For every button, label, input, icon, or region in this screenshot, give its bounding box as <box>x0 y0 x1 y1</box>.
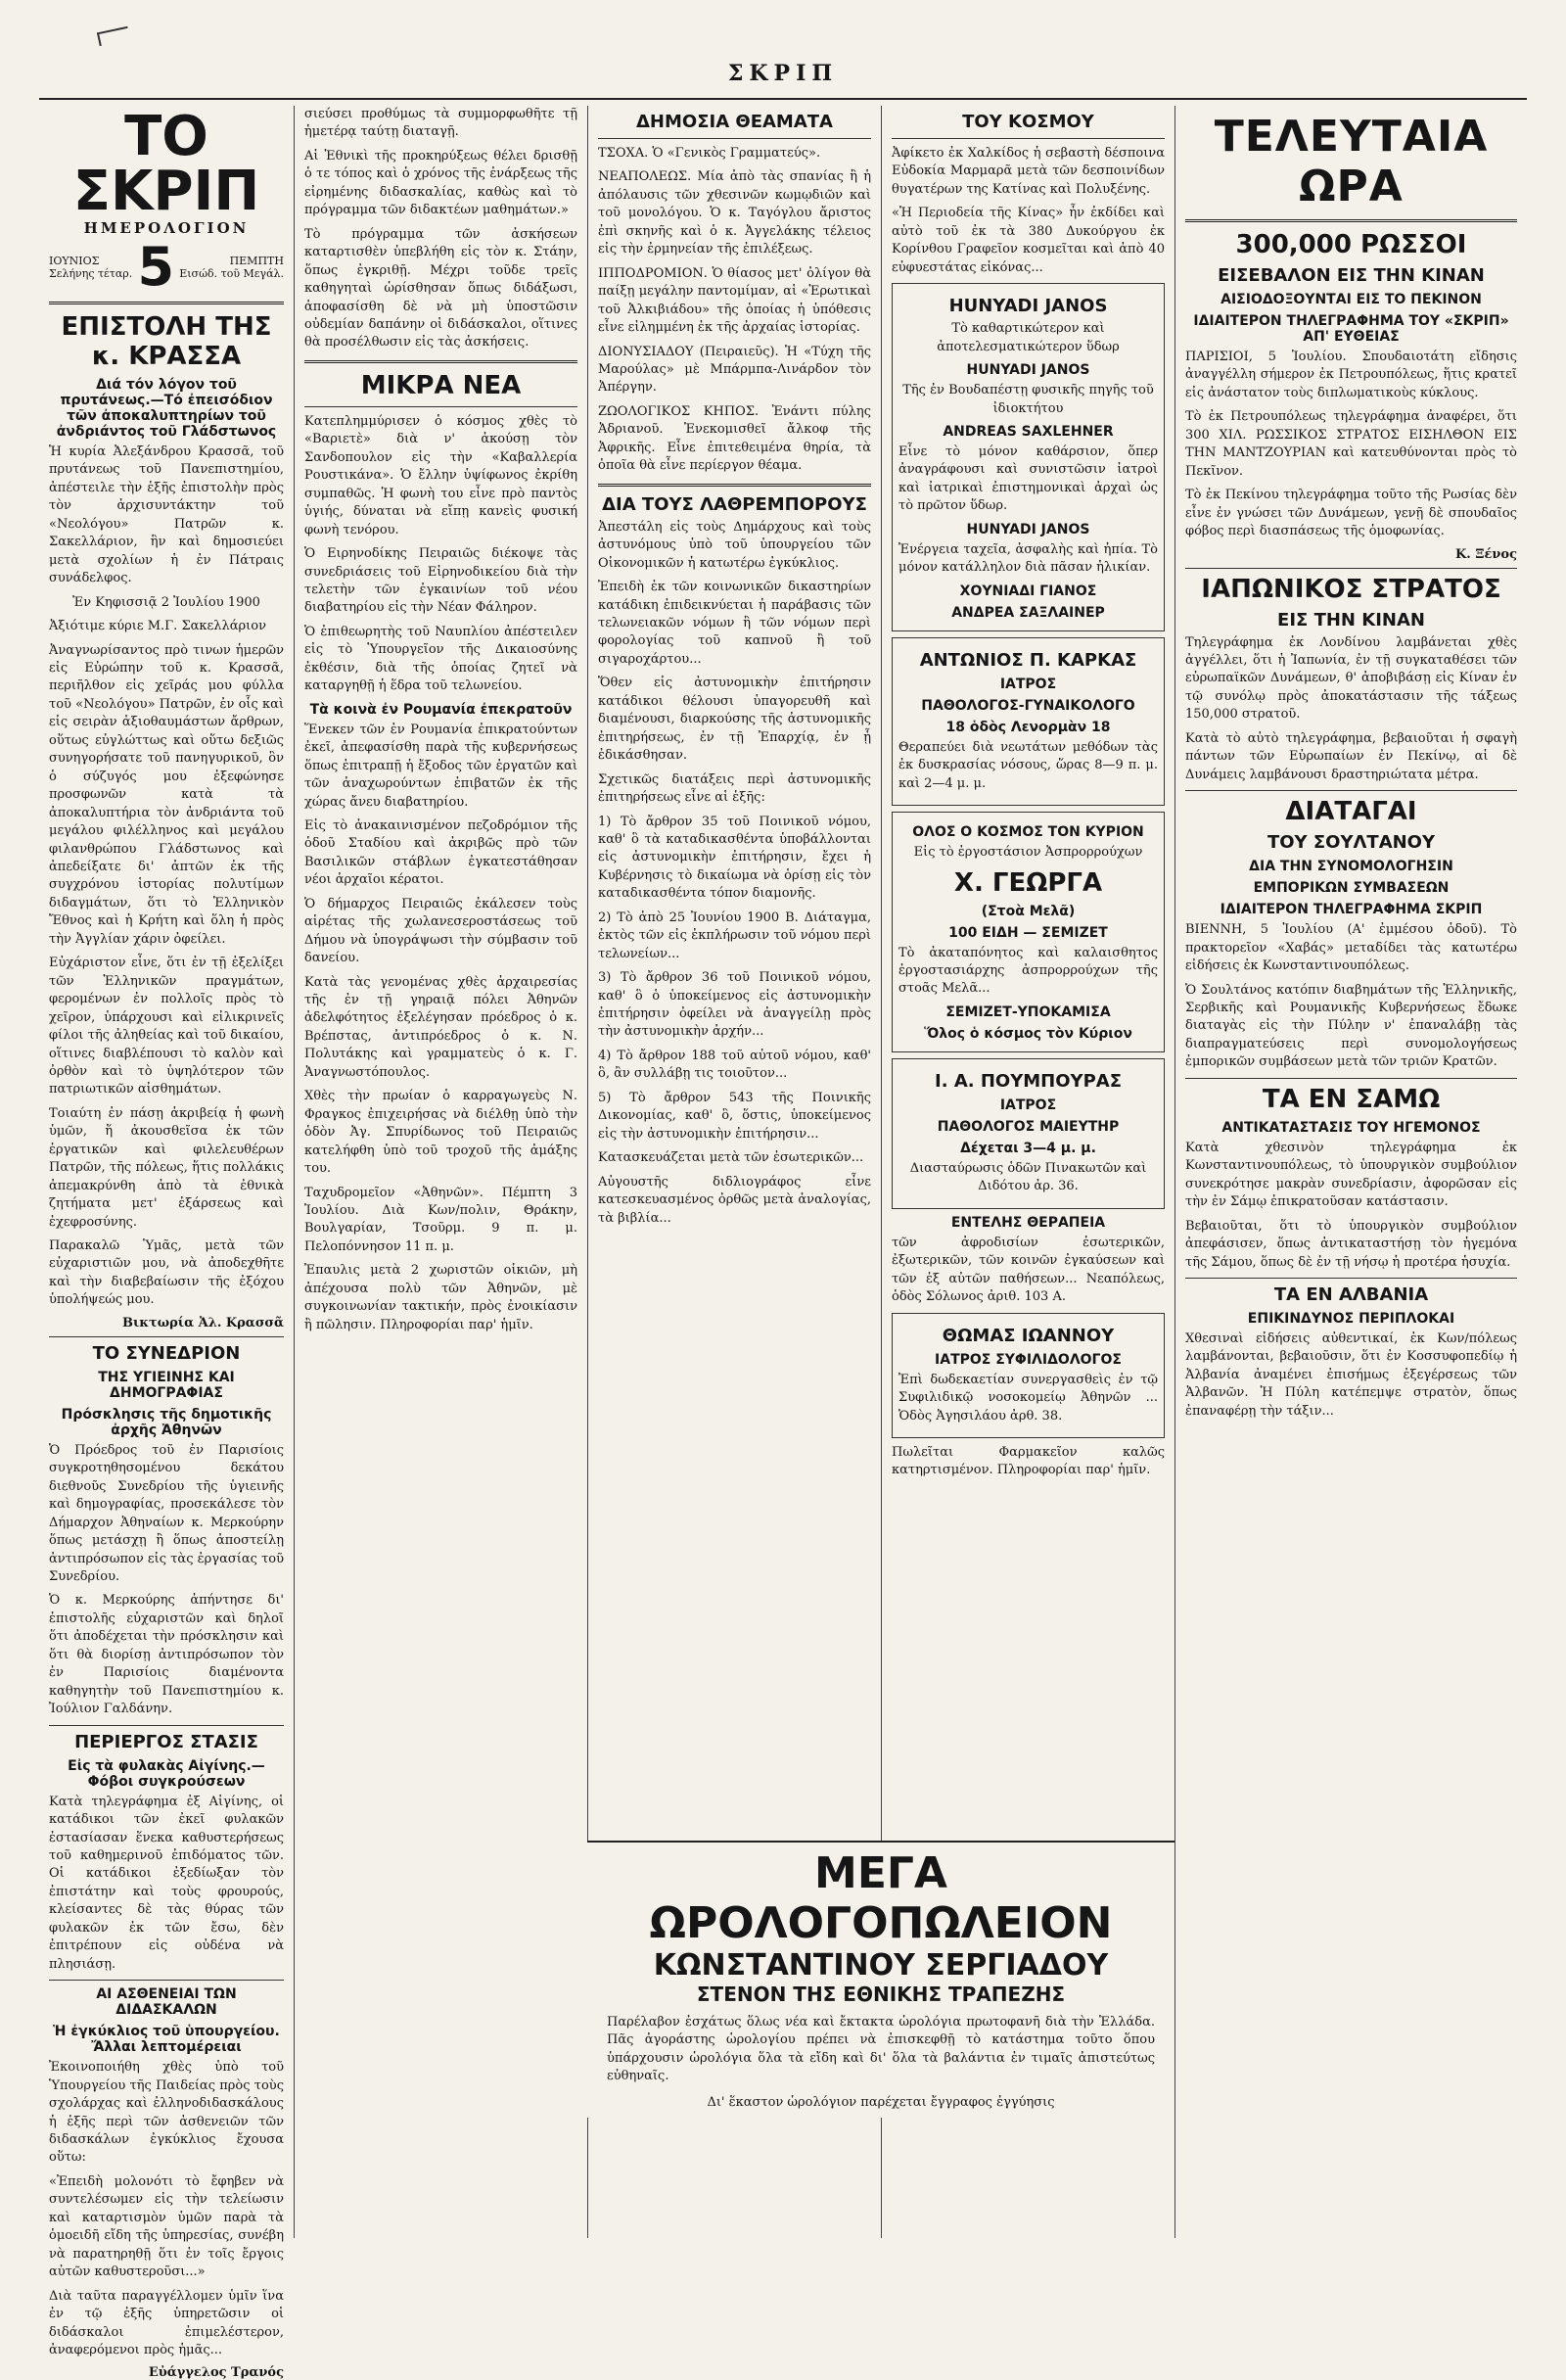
news-item: Κατὰ τὰς γενομένας χθὲς ἀρχαιρεσίας τῆς ἐν τῇ γηραιᾷ πόλει Ἀθηνῶν ἀδελφότητος ἐξελέγησαν πρόεδρος ὁ κ. Βρέπστας, ἀντιπρόεδρος ὁ κ. Ν. Πολυτάκης καὶ γραμματεὺς ὁ κ. Γ. Ἀναγνωστόπουλος. <box>304 974 577 1080</box>
ad-head: ΟΛΟΣ Ο ΚΟΣΜΟΣ ΤΟΝ ΚΥΡΙΟΝ <box>912 824 1144 841</box>
ad-tag: ΣΕΜΙΖΕΤ-ΥΠΟΚΑΜΙΣΑ <box>945 1003 1111 1020</box>
section-headline: ΜΙΚΡΑ ΝΕΑ <box>360 370 522 400</box>
article-subheadline: ΕΙΣ ΤΗΝ ΚΙΝΑΝ <box>1277 609 1425 630</box>
section-headline: ΤΕΛΕΥΤΑΙΑ ΩΡΑ <box>1214 112 1489 211</box>
article-paragraph: Τοιαύτη ἐν πάσῃ ἀκριβείᾳ ἡ φωνὴ ὑμῶν, ἥ ἀκουσθεῖσα ἐκ τῶν ἐργατικῶν καὶ φιλελευθέρων Πατρῶν, τῆς πόλεως, ἥτις πολλάκις ἀπεμακρύνθη ἀπὸ τὰ ἐθνικὰ ζητήματα μετ' ἐξάρσεως καὶ ἐχεφροσύνης. <box>49 1105 284 1230</box>
divider <box>598 138 871 139</box>
article-paragraph: Τὸ πρόγραμμα τῶν ἀσκήσεων καταρτισθὲν ὑπεβλήθη εἰς τὸν κ. Στάην, ὅπως ἐγκριθῇ. Μέχρι τοῦδε τρεῖς καθηγηταὶ ὡρίσθησαν ὅπως διδάξωσι, ἀποφασίσθη δὲ νὰ μὴ ὑποστῶσιν οὐδεμίαν δαπάνην οἱ διδάσκαλοι, οἵτινες θὰ προσέλθωσιν εἰς τὰς ἀσκήσεις. <box>304 226 577 350</box>
ad-items: 100 ΕΙΔΗ — ΣΕΜΙΖΕΤ <box>948 924 1108 941</box>
article-subheadline: ΕΙΣΕΒΑΛΟΝ ΕΙΣ ΤΗΝ ΚΙΝΑΝ <box>1218 265 1485 286</box>
listing-item: ΝΕΑΠΟΛΕΩΣ. Μία ἀπὸ τὰς σπανίας ἢ ἡ ἀπόλαυσις τῶν χθεσινῶν κωμῳδιῶν καὶ τοῦ μονολόγου. Ὁ κ. Ταγόγλου ἄριστος ἐπὶ σκηνῆς καὶ ὁ κ. Ἀγγελάκης τέλειος εἰς τὴν ἐρμηνείαν τῆς ἐπιλέξεως. <box>598 169 871 257</box>
ad-brand: HUNYADI JANOS <box>966 362 1090 379</box>
ad-title: HUNYADI JANOS <box>948 296 1108 317</box>
divider <box>304 406 577 407</box>
ad-title: ΘΩΜΑΣ ΙΩΑΝΝΟΥ <box>942 1325 1115 1346</box>
ad-title: Χ. ΓΕΩΡΓΑ <box>953 867 1103 898</box>
ad-text: Ἐνέργεια ταχεῖα, ἀσφαλὴς καὶ ἠπία. Τὸ μόνον κατάλληλον διὰ πᾶσαν ἡλικίαν. <box>898 541 1158 576</box>
ad-owner: ANDREAS SAXLEHNER <box>943 423 1114 440</box>
news-subheadline: Τὰ κοινὰ ἐν Ρουμανία ἐπεκρατοῦν <box>309 701 573 718</box>
masthead-title: ΤΟ ΣΚΡΙΠ <box>72 105 260 223</box>
article-subheadline: Πρόσκλησις τῆς δημοτικῆς ἀρχῆς Ἀθηνῶν <box>61 1406 272 1438</box>
article-paragraph: Αἱ Ἐθνικὶ τῆς προκηρύξεως θέλει δρισθῇ ὁ τε τόπος καὶ ὁ χρόνος τῆς ἐνάρξεως τῆς εἰρημένης διδασκαλίας, καθὼς καὶ τὸ πρόγραμμα τῶν διδακτέων μαθημάτων.» <box>304 148 577 218</box>
letter-signature: Βικτωρία Ἀλ. Κρασσᾶ <box>122 1315 284 1330</box>
article-paragraph: Τὸ ἐκ Πεκίνου τηλεγράφημα τοῦτο τῆς Ρωσίας δὲν εἶνε ἐν γνώσει τῶν Δυνάμεων, γενῇ δὲ σπουδαῖος φόβος περὶ διασπάσεως τῆς ὁμοφωνίας. <box>1185 488 1517 539</box>
article-subheadline: ΤΗΣ ΥΓΙΕΙΝΗΣ ΚΑΙ ΔΗΜΟΓΡΑΦΙΑΣ <box>98 1369 235 1401</box>
divider <box>1185 790 1517 791</box>
column-2 <box>294 106 587 2238</box>
news-item: Ὁ ἐπιθεωρητὴς τοῦ Ναυπλίου ἀπέστειλεν εἰς τὸ Ὑπουργεῖον τῆς Δικαιοσύνης ἐκθέσιν, διὰ τῆς ὁποίας ζητεῖ νὰ καταργηθῇ ἡ ἕδρα τοῦ τελωνείου. <box>304 624 577 694</box>
ad-text: Ἐπὶ δωδεκαετίαν συνεργασθεὶς ἐν τῷ Συφιλιδικῷ νοσοκομείῳ Ἀθηνῶν ... Ὁδὸς Ἀγησιλάου ἀρθ. 38. <box>898 1372 1158 1423</box>
article-paragraph: σιεύσει προθύμως τὰ συμμορφωθῆτε τῇ ἡμετέρᾳ ταύτῃ διαταγῇ. <box>304 107 577 140</box>
masthead-subtitle: ΗΜΕΡΟΛΟΓΙΟΝ <box>83 219 250 237</box>
article-paragraph: ΠΑΡΙΣΙΟΙ, 5 Ἰουλίου. Σπουδαιοτάτη εἴδησις ἀναγγέλλη σήμερον ἐκ Πετρουπόλεως, ἥτις κρατεῖ εἰς ἀνάστατον τοὺς διπλωματικοὺς κύκλους. <box>1185 350 1517 400</box>
article-paragraph: Παρακαλῶ Ὑμᾶς, μετὰ τῶν εὐχαριστιῶν μου, νὰ ἀποδεχθῆτε καὶ τὴν διαβεβαίωσιν τῆς ἐξόχου ὑπολήψεώς μου. <box>49 1238 284 1308</box>
article-paragraph: Διὰ ταῦτα παραγγέλλομεν ὑμῖν ἵνα ἐν τῷ ἐξῆς ὑπηρετῶσιν οἱ διδάσκαλοι ἐπιμελέστερον, ἀναφερόμενοι πρὸς ἡμᾶς... <box>49 2288 284 2357</box>
article-headline: ΕΠΙΣΤΟΛΗ ΤΗΣ κ. ΚΡΑΣΣΑ <box>61 312 272 371</box>
ad-address: Διασταύρωσις ὁδῶν Πινακωτῶν καὶ Διδότου ἀρ. 36. <box>909 1160 1147 1194</box>
ad-text: τῶν ἀφροδισίων ἐσωτερικῶν, ἐξωτερικῶν, τῶν κοινῶν ἐγκαύσεων καὶ τῶν ἐξ αὐτῶν παθήσεων... Νεαπόλεως, ὁδὸς Σόλωνος ἀριθ. 103 Α. <box>892 1235 1165 1305</box>
ad-head: ΕΝΤΕΛΗΣ ΘΕΡΑΠΕΙΑ <box>950 1214 1106 1231</box>
article-subheadline: ΕΠΙΚΙΝΔΥΝΟΣ ΠΕΡΙΠΛΟΚΑΙ <box>1247 1310 1455 1327</box>
advertisement-shirts <box>892 812 1165 1052</box>
divider <box>49 1336 284 1337</box>
article-subheadline: ΑΝΤΙΚΑΤΑΣΤΑΣΙΣ ΤΟΥ ΗΓΕΜΟΝΟΣ <box>1221 1119 1481 1136</box>
article-paragraph: Ἡ κυρία Ἀλεξάνδρου Κρασσᾶ, τοῦ πρυτάνεως τοῦ Πανεπιστημίου, ἀπέστειλε τὴν ἑξῆς ἐπιστολὴν πρὸς τὸν ἀρχισυντάκτην τοῦ «Νεολόγου» Πατρῶν κ. Σακελλάριον, ἣν καὶ δημοσιεύει μετὰ σχολίων ἡ ἐν Πάτραις συνάδελφος. <box>49 444 284 586</box>
news-item: Κατεπλημμύρισεν ὁ κόσμος χθὲς τὸ «Βαριετὲ» διὰ ν' ἀκούσῃ τὸν Σανδοπουλον εἰς τὴν «Καβαλλερία Ρουστικάνα». Ὁ ἔλλην ὑψίφωνος ἐκρίθη συμπαθῶς. Ἡ φωνὴ του εἶνε πρὸ παντὸς ὑγιής, δύναται νὰ εἴπῃ κανεὶς φυσική φωνὴ τενόρου. <box>304 413 577 537</box>
ad-agent: ΧΟΥΝΙΑΔΙ ΓΙΑΝΟΣ <box>959 583 1097 599</box>
divider <box>49 302 284 304</box>
article-paragraph: Κατασκευάζεται μετὰ τῶν ἐσωτερικῶν... <box>598 1150 864 1166</box>
article-paragraph: Τὸ ἐκ Πετρουπόλεως τηλεγράφημα ἀναφέρει, ὅτι 300 ΧΙΛ. ΡΩΣΣΙΚΟΣ ΣΤΡΑΤΟΣ ΕΙΣΗΛΘΟΝ ΕΙΣ ΤΗΝ ΜΑΝΤΖΟΥΡΙΑΝ καὶ κατευθύνονται πρὸς τὸ Πεκῖνον. <box>1185 409 1517 479</box>
article-paragraph: Κατὰ τηλεγράφημα ἐξ Αἰγίνης, οἱ κατάδικοι τῶν ἐκεῖ φυλακῶν ἐστασίασαν ἕνεκα καθυστερήσεως τοῦ καθημερινοῦ ἐπιδόματος τῶν. Οἱ κατάδικοι ἐξεδίωξαν τὸν ἐπιστάτην καὶ τοὺς φρουρούς, κλείσαντες δὲ τὰς θύρας τῶν φυλακῶν ἐκ τῶν ἔσω, δὲν ἐπιτρέπουν εἰς οὐδένα νὰ πλησιάσῃ. <box>49 1794 284 1972</box>
article-signature: Εὐάγγελος Τρανός <box>148 2365 284 2380</box>
article-paragraph: Ἀπεστάλη εἰς τοὺς Δημάρχους καὶ τοὺς ἀστυνόμους ὑπὸ τοῦ ὑπουργείου τῶν Οἰκονομικῶν ἡ κατωτέρω ἐγκύκλιος. <box>598 519 871 571</box>
advertisement-hunyadi <box>892 283 1165 631</box>
ad-role: ΙΑΤΡΟΣ ΣΥΦΙΛΙΔΟΛΟΓΟΣ <box>935 1351 1122 1368</box>
listing-item: ΖΩΟΛΟΓΙΚΟΣ ΚΗΠΟΣ. Ἐνάντι πύλης Ἀδριανοῦ. Ἐνεκομισθεῖ ἄλκοφ τῆς Ἀφρικῆς. Εἶνε ἐπιτεθειμένα θηρία, τὰ ὁποῖα θὰ εἶνε περίεργον θέαμα. <box>598 403 871 474</box>
article-headline: ΤΑ ΕΝ ΣΑΜΩ <box>1262 1084 1441 1114</box>
ad-title: ΜΕΓΑ ΩΡΟΛΟΓΟΠΩΛΕΙΟΝ <box>649 1848 1113 1948</box>
article-paragraph: Αὐγουστῆς διδλιογράφος εἶνε κατεσκευασμένος ὀρθῶς μετὰ ἀναλογίας, τὰ βιβλία... <box>598 1174 871 1226</box>
running-head: ΣΚΡΙΠ <box>727 61 839 86</box>
ad-subtitle: Τὸ καθαρτικώτερον καὶ ἀποτελεσματικώτερον ὕδωρ <box>937 321 1120 354</box>
listing-item: ΔΙΟΝΥΣΙΑΔΟΥ (Πειραιεῦς). Ἡ «Τύχη τῆς Μαρούλας» μὲ Μπάρμπα-Λινάρδον τὸν Ἀπέργην. <box>598 344 871 396</box>
ad-address: 18 ὁδὸς Λενορμὰν 18 <box>945 719 1111 735</box>
article-paragraph: Ὅθεν εἰς ἀστυνομικὴν ἐπιτήρησιν κατάδικοι θέλουσι ὑπαγορευθῆ καὶ διαμένουσι, διαρκούσης τῆς ἀστυνομικῆς ἐπιτηρήσεως, ἐν τῇ Ἐπαρχίᾳ, ἐν ᾗ ἐδικάσθησαν. <box>598 676 871 764</box>
article-subheadline: ΕΜΠΟΡΙΚΩΝ ΣΥΜΒΑΣΕΩΝ <box>1253 880 1450 897</box>
date-left-note: Σελήνης τέταρ. <box>49 267 133 280</box>
article-paragraph: 3) Τὸ ἄρθρον 36 τοῦ Ποινικοῦ νόμου, καθ' ὃ ὁ ὑποκείμενος εἰς ἀστυνομικὴν ἐπιτήρησιν ὀφείλει νὰ ἀναγγείλῃ πρὸς τὴν ἀστυνομικὴν ἀρχήν... <box>598 970 871 1040</box>
article-subheadline: ΤΟΥ ΣΟΥΛΤΑΝΟΥ <box>1267 832 1436 854</box>
article-headline: ΤΟ ΣΥΝΕΔΡΙΟΝ <box>92 1342 241 1364</box>
divider <box>1185 1278 1517 1279</box>
ad-agent: ΑΝΔΡΕΑ ΣΑΞΛΑΙΝΕΡ <box>951 604 1105 621</box>
page-corner-mark <box>97 26 130 46</box>
article-paragraph: 2) Τὸ ἀπὸ 25 Ἰουνίου 1900 Β. Διάταγμα, ἐκτὸς τῶν εἰς ἐκπλήρωσιν τοῦ νόμου περὶ τελωνείων... <box>598 910 871 961</box>
section-headline: ΔΗΜΟΣΙΑ ΘΕΑΜΑΤΑ <box>636 112 833 132</box>
article-headline: ΙΑΠΩΝΙΚΟΣ ΣΤΡΑΤΟΣ <box>1201 574 1501 604</box>
date-day-number: 5 <box>137 236 175 298</box>
article-signature: Κ. Ξένος <box>1454 546 1517 562</box>
ad-title: ΑΝΤΩΝΙΟΣ Π. ΚΑΡΚΑΣ <box>919 649 1137 671</box>
article-paragraph: Ὁ Πρόεδρος τοῦ ἐν Παρισίοις συγκροτηθησομένου δεκάτου διεθνοῦς Συνεδρίου τῆς ὑγιεινῆς καὶ δημογραφίας, προσεκάλεσε τὸν Δήμαρχον Ἀθηναίων κ. Μερκούρην ὅπως μετάσχῃ ἢ ὅπως ἀποστείλῃ ἀντιπρόσωπον εἰς τὰς ἐργασίας τοῦ Συνεδρίου. <box>49 1442 284 1585</box>
article-headline: 300,000 ΡΩΣΣΟΙ <box>1235 230 1467 259</box>
article-paragraph: 1) Τὸ ἄρθρον 35 τοῦ Ποινικοῦ νόμου, καθ' ὃ τὰ καταδικασθέντα ὑποβάλλονται εἰς ἀστυνομικὴν ἐπιτήρησιν, ἔχει ἡ Κυβέρνησις τὸ δικαίωμα νὰ ὁρίσῃ εἰς τὸν καταδικασθέντα τόπον διαμονῆς. <box>598 814 871 902</box>
article-paragraph: Βεβαιοῦται, ὅτι τὸ ὑπουργικὸν συμβούλιον ἀπεφάσισεν, ὅπως ἀντικαταστήσῃ τὸν ἡγεμόνα τῆς Σάμου, ὅπως δὲ ἐν τῇ νήσῳ ἡ προτέρα ἡσυχία. <box>1185 1218 1517 1270</box>
advertisement-watchmaker <box>587 1841 1174 2118</box>
article-paragraph: Ἀναγνωρίσαντος πρὸ τινων ἡμερῶν εἰς Εὐρώπην τοῦ κ. Κρασσᾶ, περιῆλθον εἰς χεῖράς μου φύλλα τοῦ «Νεολόγου» Πατρῶν, ἐν οἷς καὶ εἰς σειρὰν ἀξιοθαυμάστων ἄρθρων, οὕτως εὐγλώττως καὶ οὕτω δεξιῶς συνηγορήσατε τοῦ πανηγυρικοῦ, ὃν ὁ σύζυγός μου ἐξεφώνησε προσφωνῶν κατὰ τὰ ἀποκαλυπτήρια τὸν ἀνδριάντα τοῦ μεγάλου φιλέλληνος καὶ μεγάλου φιλανθρώπου Γλάδστωνος καὶ ἀπεδείξατε δι' ἀπτῶν ἐκ τῆς συγχρόνου ἱστορίας πολυτίμων διδαγμάτων, ὅτι τὸ Ἑλληνικὸν Ἔθνος καὶ ἡ Κρήτη καὶ ὅλη ἡ πρὸς τὴν Ἀγγλίαν χάριν ὀφείλει. <box>49 642 284 947</box>
article-paragraph: Ὁ κ. Μερκούρης ἀπήντησε δι' ἐπιστολῆς εὐχαριστῶν καὶ δηλοῖ ὅτι ἀποδέχεται τὴν πρόσκλησιν καὶ ὅτι θὰ διορίσῃ ἀντιπρόσωπον τὸν ἐν Παρισίοις διαμένοντα καθηγητὴν τοῦ Πανεπιστημίου κ. Ἰούλιον Γαλδάνην. <box>49 1593 284 1717</box>
ad-role: ΠΑΘΟΛΟΓΟΣ-ΓΥΝΑΙΚΟΛΟΓΟ <box>921 697 1135 714</box>
article-paragraph: Τηλεγράφημα ἐκ Λονδίνου λαμβάνεται χθὲς ἀγγέλλει, ὅτι ἡ Ἰαπωνία, ἐν τῇ συγκαταθέσει τῶν εὐρωπαϊκῶν Δυνάμεων, θ' ἀποβιβάσῃ εἰς Κίναν ἐν τῷ συνόλῳ πρὸς ἀποκατάστασιν τῆς τάξεως 150,000 στρατοῦ. <box>1185 634 1517 723</box>
article-paragraph: Κατὰ τὸ αὐτὸ τηλεγράφημα, βεβαιοῦται ἡ σφαγὴ πάντων τῶν Εὐρωπαίων ἐν Πεκίνῳ, αἱ δὲ Δυνάμεις λαμβάνουσι δραστηριώτατα μέτρα. <box>1185 730 1517 782</box>
article-subheadline: Εἰς τὰ φυλακὰς Αἰγίνης.—Φόβοι συγκρούσεων <box>68 1757 265 1790</box>
ad-text: Θεραπεύει διὰ νεωτάτων μεθόδων τὰς ἐκ δυσκρασίας νόσους, ὥρας 8—9 π. μ. καὶ 2—4 μ. μ. <box>898 739 1158 791</box>
news-item: Εἰς τὸ ἀνακαινισμένον πεζοδρόμιον τῆς ὁδοῦ Σταδίου καὶ ἀκριβῶς πρὸ τῶν Βασιλικῶν στάβλων ἐγκατεστάθησαν νέοι ἀρχαῖοι κέρατοι. <box>304 817 577 888</box>
ad-slogan: Ὅλος ὁ κόσμος τὸν Κύριον <box>924 1025 1132 1042</box>
classified-ad: Πωλεῖται Φαρμακεῖον καλῶς κατηρτισμένον. Πληροφορίαι παρ' ἡμῖν. <box>892 1444 1165 1478</box>
news-item: Ἐπαυλις μετὰ 2 χωριστῶν οἰκιῶν, μὴ ἀπέχουσα πολὺ τῶν Ἀθηνῶν, μὲ συγκοινωνίαν τακτικήν, πρὸς ἐνοικίασιν ἢ πῶλησιν. Πληροφορίαι παρ' ἡμῖν. <box>304 1263 577 1332</box>
news-item: Ὁ Ειρηνοδίκης Πειραιῶς διέκοψε τὰς συνεδριάσεις τοῦ Εἰρηνοδικείου διὰ τὴν τελετὴν τῶν ἐγκαινίων τοῦ νέου διαβατηρίου εἰς τὴν Νέαν Φάληρον. <box>304 546 577 616</box>
divider <box>1185 1078 1517 1079</box>
article-subheadline: Ἡ ἐγκύκλιος τοῦ ὑπουργείου. Ἄλλαι λεπτομέρειαι <box>53 2024 280 2056</box>
ad-line: Εἰς τὸ ἐργοστάσιον Ἀσπρορρούχων <box>913 845 1143 861</box>
news-item: Χθὲς τὴν πρωίαν ὁ καρραγωγεὺς Ν. Φραγκος ἐπιχειρήσας νὰ διέλθῃ ὑπὸ τὴν ὁδὸν Ἀγ. Σπυρίδωνος τοῦ Πειραιῶς κατελήφθη ὑπὸ τοῦ τροχοῦ τῆς ἀμάξης του. <box>304 1089 577 1177</box>
ad-line: Τῆς ἐν Βουδαπέστῃ φυσικῆς πηγῆς τοῦ ἰδιοκτήτου <box>902 383 1154 416</box>
ad-merchant: ΚΩΝΣΤΑΝΤΙΝΟΥ ΣΕΡΓΙΑΔΟΥ <box>653 1948 1109 1983</box>
ad-text: Εἶνε τὸ μόνον καθάρσιον, ὅπερ ἀναγράφουσι καὶ συνιστῶσιν ἰατροὶ καὶ ἰατρικαὶ ἐπιστημονικαὶ ἀρχαὶ ὡς τὸ πρῶτον ὕδωρ. <box>898 443 1158 514</box>
article-subheadline: ΔΙΑ ΤΗΝ ΣΥΝΟΜΟΛΟΓΗΣΙΝ <box>1249 859 1453 875</box>
article-headline: ΤΑ ΕΝ ΑΛΒΑΝΙΑ <box>1273 1283 1429 1305</box>
article-headline: ΑΙ ΑΣΘΕΝΕΙΑΙ ΤΩΝ ΔΙΔΑΣΚΑΛΩΝ <box>96 1986 237 2019</box>
section-headline: ΤΟΥ ΚΟΣΜΟΥ <box>962 112 1094 132</box>
article-headline: ΠΕΡΙΕΡΓΟΣ ΣΤΑΣΙΣ <box>74 1731 258 1752</box>
date-month: ΙΟΥΝΙΟΣ <box>49 255 100 267</box>
divider <box>598 484 871 487</box>
article-paragraph: Ὁ Σουλτάνος κατόπιν διαβημάτων τῆς Ἑλληνικῆς, Σερβικῆς καὶ Ρουμανικῆς Κυβερνήσεως ἔδωκε διαταγὰς εἰς τὴν Πύλην ν' ἐπαναλάβῃ τὰς διαπραγματεύσεις περὶ συνομολογήσεως ἐμπορικῶν συμβάσεων μετὰ τῶν τριῶν Κρατῶν. <box>1185 982 1517 1070</box>
date-weekday: ΠΕΜΠΤΗ <box>229 255 284 267</box>
article-paragraph: Χθεσιναὶ εἰδήσεις αὐθεντικαί, ἐκ Κων/πόλεως λαμβάνονται, βεβαιοῦσιν, ὅτι ἐν Κοσσυφοπεδίῳ ἡ Ἀλβανία ἀναμένει ἐπισήμως ἐξεγέρσεως τῶν Ἀλβανῶν. Ἡ Πύλη κατέπεμψε στρατὸν, ὅπως ἐπαναφέρῃ τὴν τάξιν... <box>1185 1330 1517 1419</box>
divider <box>892 138 1165 139</box>
article-subheadline: Διά τόν λόγον τοῦ πρυτάνεως.—Τό ἐπεισόδιον τῶν ἀποκαλυπτηρίων τοῦ ἀνδριάντος τοῦ Γλάδστωνος <box>56 377 277 440</box>
column-1 <box>39 105 294 2380</box>
article-headline: ΔΙΑΤΑΓΑΙ <box>1285 797 1417 827</box>
listing-item: ΙΠΠΟΔΡΟΜΙΟΝ. Ὁ θίασος μετ' ὀλίγον θὰ παίξῃ μεγάλην παντομίμαν, αἱ «Ἐρωτικαὶ τοῦ Ἀλκιβιάδου» τῆς ὁποίας ἡ ὑπόθεσις εἶνε εἰλημμένη ἐκ τῆς ἀρχαίας ἱστορίας. <box>598 265 871 336</box>
divider <box>49 1725 284 1726</box>
advertisement-doctor <box>892 1313 1165 1438</box>
header-rule <box>39 98 1527 100</box>
ad-subtitle: ΙΑΤΡΟΣ <box>999 1097 1057 1113</box>
society-item: «Ἡ Περιοδεία τῆς Κίνας» ἦν ἐκδίδει καὶ αὐτὸ τοῦ ἐκ τὰ 380 Δυκούργου ἐκ Κορίνθου Γραφεῖον κοσμεῖται καὶ ἀπὸ 40 εὐφυεστάτας εἰκόνας... <box>892 206 1165 275</box>
divider <box>1185 568 1517 569</box>
article-paragraph: Εὐχάριστον εἶνε, ὅτι ἐν τῇ ἐξελίξει τῶν Ἑλληνικῶν πραγμάτων, φερομένων ἐν πολλοῖς πρὸς τὸ χεῖρον, ὑπάρχουσι καὶ εἰλικρινεῖς φίλοι τῆς ἀληθείας καὶ τοῦ δικαίου, οἵτινες διαβλέπουσι τὸ καλὸν καὶ ὀρθὸν καὶ τὸ ὑψηλότερον τῶν πατριωτικῶν αἰσθημάτων. <box>49 956 284 1097</box>
ad-role: ΠΑΘΟΛΟΓΟΣ ΜΑΙΕΥΤΗΡ <box>937 1118 1120 1135</box>
letter-salutation: Ἀξιότιμε κύριε Μ.Γ. Σακελλάριον <box>49 619 266 634</box>
date-right-note: Εισώδ. τοῦ Μεγάλ. <box>179 267 284 280</box>
news-item: Ταχυδρομεῖον «Ἀθηνῶν». Πέμπτη 3 Ἰουλίου. Διὰ Κων/πολιν, Θράκην, Βουλγαρίαν, Τσοῦρμ. 9 π. μ. Πελοπόννησον 11 π. μ. <box>304 1185 577 1254</box>
ad-address: ΣΤΕΝΟΝ ΤΗΣ ΕΘΝΙΚΗΣ ΤΡΑΠΕΖΗΣ <box>696 1983 1066 2006</box>
ad-location: (Στοὰ Μελᾶ) <box>981 903 1076 919</box>
news-item: Ὁ δήμαρχος Πειραιῶς ἐκάλεσεν τοὺς αἱρέτας τῆς χωλανεσεροστάσεως τοῦ Δήμου νὰ ὑπογράψωσι τὴν σύμβασιν τοῦ δανείου. <box>304 896 577 966</box>
article-paragraph: ΒΙΕΝΝΗ, 5 Ἰουλίου (Α' ἐμμέσου ὁδοῦ). Τὸ πρακτορεῖον «Χαβάς» μεταδίδει τὰς κατωτέρω εἰδήσεις ἐκ Κωνσταντινουπόλεως. <box>1185 922 1517 974</box>
advertisement-doctor <box>892 1058 1165 1209</box>
article-paragraph: «Ἐπειδὴ μολονότι τὸ ἔφηβεν νὰ συντελέσωμεν εἰς τὴν τελείωσιν καὶ καταρτισμὸν ὑμῶν παρὰ τὰ ὁμοειδῆ εἴδη τῆς ὑπηρεσίας, συνέβη νὰ παρατηρηθῇ ὅτι ἐν τοῖς ἔργοις αὐτῶν καθυστεροῦσι...» <box>49 2173 284 2280</box>
ad-guarantee: Δι' ἕκαστον ὡρολόγιον παρέχεται ἔγγραφος ἐγγύησις <box>707 2094 1055 2110</box>
divider <box>1185 219 1517 222</box>
ad-text: Παρέλαβον ἐσχάτως ὅλως νέα καὶ ἔκτακτα ὡρολόγια πρωτοφανῆ διὰ τὴν Ἑλλάδα. Πᾶς ἀγοράστης ὡρολογίου πρέπει νὰ ἐπισκεφθῇ τὸ κατάστημα τοῦτο ὅπου ὑπάρχουσιν ὡρολόγια ὅλα τὰ εἴδη καὶ δι' ὅλα τὰ βαλάντια ἐν τιμαῖς ἀπιστεύτως εὐθηναῖς. <box>607 2015 1155 2084</box>
article-headline: ΔΙΑ ΤΟΥΣ ΛΑΘΡΕΜΠΟΡΟΥΣ <box>602 493 867 515</box>
article-paragraph: 4) Τὸ ἄρθρον 188 τοῦ αὐτοῦ νόμου, καθ' ὃ, ἂν συλλάβῃ τις τοιοῦτον... <box>598 1048 871 1082</box>
article-source: ΙΔΙΑΙΤΕΡΟΝ ΤΗΛΕΓΡΑΦΗΜΑ ΣΚΡΙΠ <box>1220 902 1483 918</box>
society-item: Ἀφίκετο ἐκ Χαλκίδος ἡ σεβαστὴ δέσποινα Εὐδοκία Μαρμαρᾶ μετὰ τῶν δεσποινίδων θυγατέρων της Κατίνας καὶ Πολυξένης. <box>892 146 1165 197</box>
article-paragraph: Κατὰ χθεσινὸν τηλεγράφημα ἐκ Κωνσταντινουπόλεως, τὸ ὑπουργικὸν συμβούλιον συνεκρότησε μακρὰν συνεδρίασιν, ἀφορῶσαν εἰς τὴν ἐν Σάμῳ ἐπικρατοῦσαν κατάστασιν. <box>1185 1140 1517 1210</box>
advertisement-doctor <box>892 637 1165 806</box>
ad-brand: HUNYADI JANOS <box>966 521 1090 537</box>
article-paragraph: Ἐπειδὴ ἐκ τῶν κοινωνικῶν δικαστηρίων κατάδικη ἐπιδεικνύεται ἡ παράβασις τῶν τελωνειακῶν νόμων ἢ τῶν νόμων περὶ φορολογίας τοῦ καπνοῦ ἢ τοῦ σιγαροχάρτου... <box>598 580 871 667</box>
news-item: Ἕνεκεν τῶν ἐν Ρουμανία ἐπικρατούντων ἐκεῖ, ἀπεφασίσθη παρὰ τῆς κυβερνήσεως ὅπως ἐπιτραπῇ ἡ ἔξοδος τῶν ἐργατῶν καὶ τῶν ἀναχωρούντων ἐπιβατῶν ἐκ τῆς χώρας ἄνευ διαβατηρίου. <box>304 722 577 810</box>
article-subheadline: ΑΙΣΙΟΔΟΞΟΥΝΤΑΙ ΕΙΣ ΤΟ ΠΕΚΙΝΟΝ <box>1221 292 1482 307</box>
column-5 <box>1174 106 1527 2238</box>
ad-hours: Δέχεται 3—4 μ. μ. <box>960 1140 1096 1156</box>
divider <box>49 1980 284 1981</box>
ad-subtitle: ΙΑΤΡΟΣ <box>999 676 1057 692</box>
article-paragraph: 5) Τὸ ἄρθρον 543 τῆς Ποινικῆς Δικονομίας, καθ' ὃ, ὅστις, ὑποκείμενος εἰς τὴν ἀστυνομικὴν ἐπιτήρησιν... <box>598 1090 871 1142</box>
letter-dateline: Ἐν Κηφισσιᾷ 2 Ἰουλίου 1900 <box>72 594 260 610</box>
ad-title: Ι. Α. ΠΟΥΜΠΟΥΡΑΣ <box>935 1070 1122 1092</box>
listing-item: ΤΣΟΧΑ. Ὁ «Γενικὸς Γραμματεύς». <box>598 146 821 161</box>
date-box <box>49 236 284 298</box>
article-source: ΙΔΙΑΙΤΕΡΟΝ ΤΗΛΕΓΡΑΦΗΜΑ ΤΟΥ «ΣΚΡΙΠ» ΑΠ' ΕΥΘΕΙΑΣ <box>1193 313 1509 345</box>
article-paragraph: Σχετικῶς διατάξεις περὶ ἀστυνομικῆς ἐπιτηρήσεως εἶνε αἱ ἑξῆς: <box>598 771 871 806</box>
article-paragraph: Ἐκοινοποιήθη χθὲς ὑπὸ τοῦ Ὑπουργείου τῆς Παιδείας πρὸς τοὺς σχολάρχας καὶ ἐλληνοδιδασκάλους ἡ ἑξῆς περὶ τῶν ἀσθενειῶν τῶν διδασκάλων ἐγκύκλιος ἔχουσα οὕτω: <box>49 2060 284 2166</box>
divider <box>304 360 577 363</box>
ad-text: Τὸ ἀκαταπόνητος καὶ καλαισθητος ἐργοστασιάρχης ἀσπρορρούχων τῆς στοᾶς Μελᾶ... <box>898 945 1158 997</box>
